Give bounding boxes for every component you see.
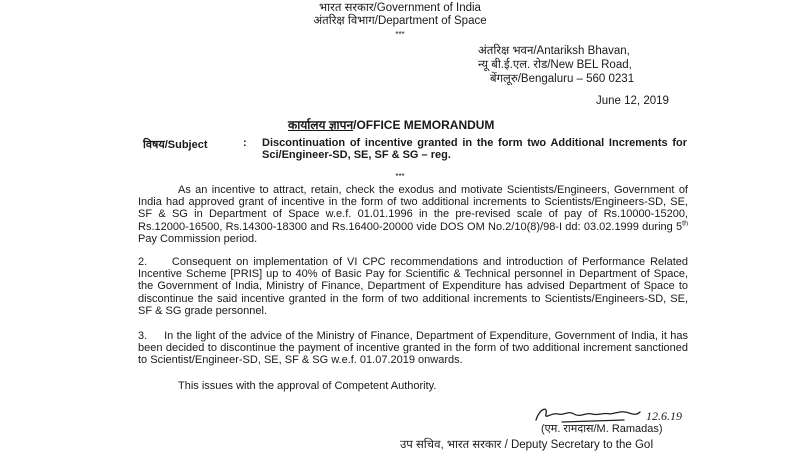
paragraph-1 [138, 184, 688, 245]
memo-date: June 12, 2019 [596, 95, 669, 107]
memo-title [288, 116, 494, 133]
subject-text: Discontinuation of incentive granted in the form two Additional Increments for Sci/Engineer-SD, SE, SF & SG – reg. [262, 137, 687, 161]
subject-colon: : [243, 137, 247, 149]
header-stars: *** [395, 30, 405, 39]
subject-label: विषय/Subject [143, 139, 208, 151]
memo-title-english: /OFFICE MEMORANDUM [353, 118, 495, 132]
paragraph-3: 3. In the light of the advice of the Ministry of Finance, Department of Expenditure, Government of India, it has been decided to discontinue the payment of incentive granted in the form of two additional increment sanctioned to Scientist/Engineer-SD, SE, SF & SG w.e.f. 01.07.2019 onwards. [138, 330, 688, 367]
address-line-1: अंतरिक्ष भवन/Antariksh Bhavan, [478, 45, 630, 57]
paragraph-2: 2. Consequent on implementation of VI CPC recommendations and introduction of Performance Related Incentive Scheme [PRIS] up to 40% of Basic Pay for Scientific & Technical personnel in Department of Space, the Government of India, Ministry of Finance, Department of Expenditure has advised Department of Space to discontinue the said incentive granted in the form of two additional increments to Scientists/Engineers-SD, SE, SF & SG grade personnel. [138, 256, 688, 317]
paragraph-1-text-end: Pay Commission period. [138, 232, 258, 245]
signatory-designation: उप सचिव, भारत सरकार / Deputy Secretary to the GoI [400, 439, 654, 451]
header-government: भारत सरकार/Government of India [319, 2, 481, 14]
paragraph-1-text: As an incentive to attract, retain, check the exodus and motivate Scientists/Engineers, Government of India had approved grant of incentive in the form of two additional increments to Scientists/Engineers-SD, SE, SF & SG in Department of Space w.e.f. 01.01.1996 in the pre-revised scale of pay of Rs.10000-15200, Rs.12000-16500, Rs.14300-18300 and Rs.16400-20000 vide DOS OM No.2/10(8)/98-I dd: 03.02.1999 during 5 [138, 184, 688, 233]
signature-date: 12.6.19 [646, 409, 682, 423]
paragraph-1-superscript: th [682, 219, 688, 227]
signatory-name: (एम. रामदास/M. Ramadas) [541, 423, 663, 435]
paragraph-4: This issues with the approval of Competent Authority. [178, 380, 437, 392]
subject-stars: *** [395, 172, 405, 181]
header-department: अंतरिक्ष विभाग/Department of Space [313, 15, 487, 27]
memo-title-hindi: कार्यालय ज्ञापन [288, 118, 354, 132]
address-line-2: न्यू बी.ई.एल. रोड/New BEL Road, [478, 59, 632, 71]
address-line-3: बेंगलूरु/Bengaluru – 560 0231 [490, 73, 635, 85]
